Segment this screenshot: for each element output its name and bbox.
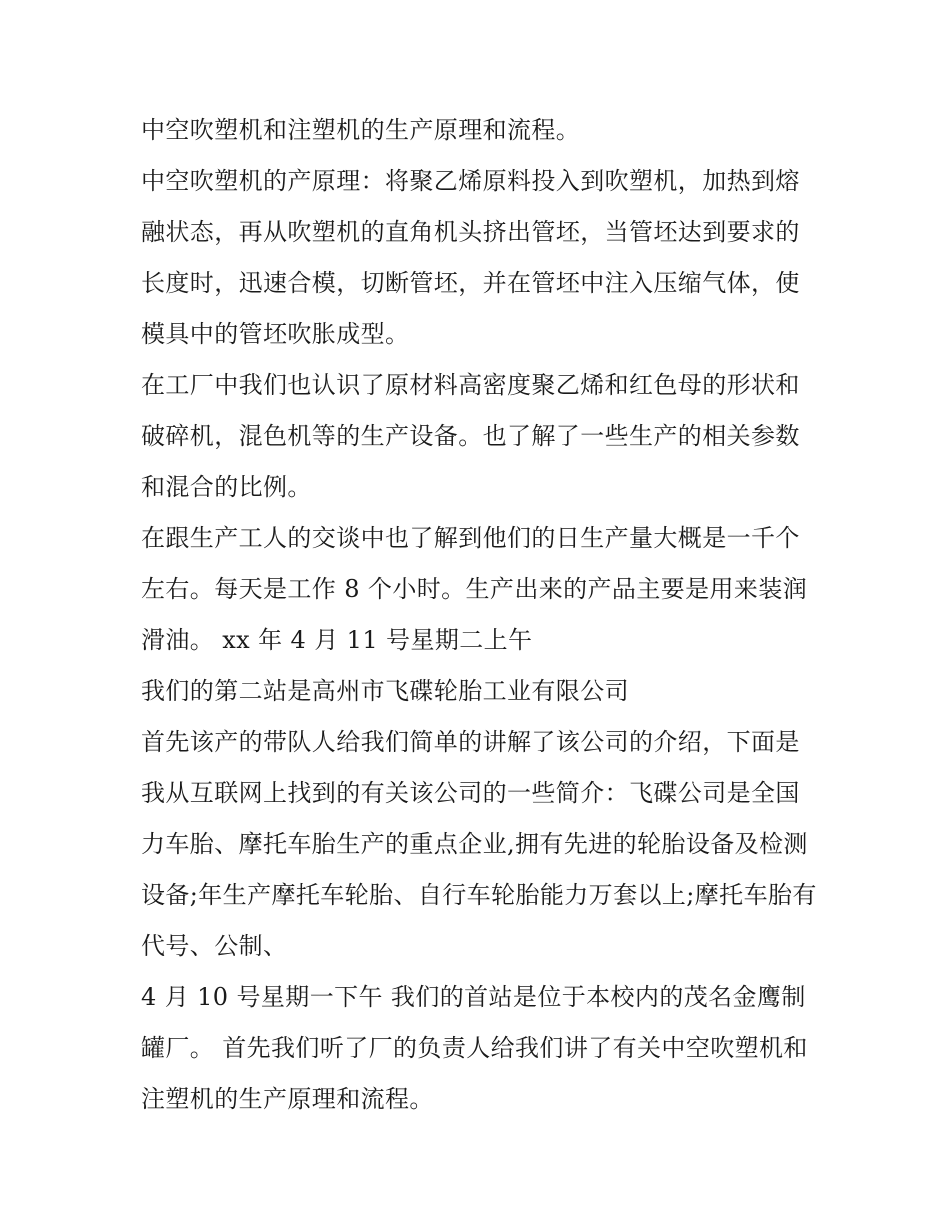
- paragraph-4: 在跟生产工人的交谈中也了解到他们的日生产量大概是一千个左右。每天是工作 8 个小时。生产出来的产品主要是用来装润滑油。 xx 年 4 月 11 号星期二上午: [141, 524, 808, 654]
- paragraph-7: 4 月 10 号星期一下午 我们的首站是位于本校内的茂名金鹰制罐厂。 首先我们听了厂的负责人给我们讲了有关中空吹塑机和注塑机的生产原理和流程。: [141, 983, 808, 1113]
- paragraph-2: 中空吹塑机的产原理：将聚乙烯原料投入到吹塑机，加热到熔融状态，再从吹塑机的直角机头挤出管坯，当管坯达到要求的长度时，迅速合模，切断管坯，并在管坯中注入压缩气体，使模具中的管坯吹胀成型。: [141, 167, 800, 348]
- paragraph-3: 在工厂中我们也认识了原材料高密度聚乙烯和红色母的形状和破碎机，混色机等的生产设备。也了解了一些生产的相关参数和混合的比例。: [141, 371, 800, 501]
- paragraph-6: 首先该产的带队人给我们简单的讲解了该公司的介绍，下面是我从互联网上找到的有关该公司的一些简介：飞碟公司是全国力车胎、摩托车胎生产的重点企业,拥有先进的轮胎设备及检测设备;年生产摩托车轮胎、自行车轮胎能力万套以上;摩托车胎有代号、公制、: [141, 728, 817, 960]
- paragraph-1: 中空吹塑机和注塑机的生产原理和流程。: [141, 116, 581, 144]
- document-body: [141, 105, 821, 1125]
- paragraph-5: 我们的第二站是高州市飞碟轮胎工业有限公司: [141, 677, 629, 705]
